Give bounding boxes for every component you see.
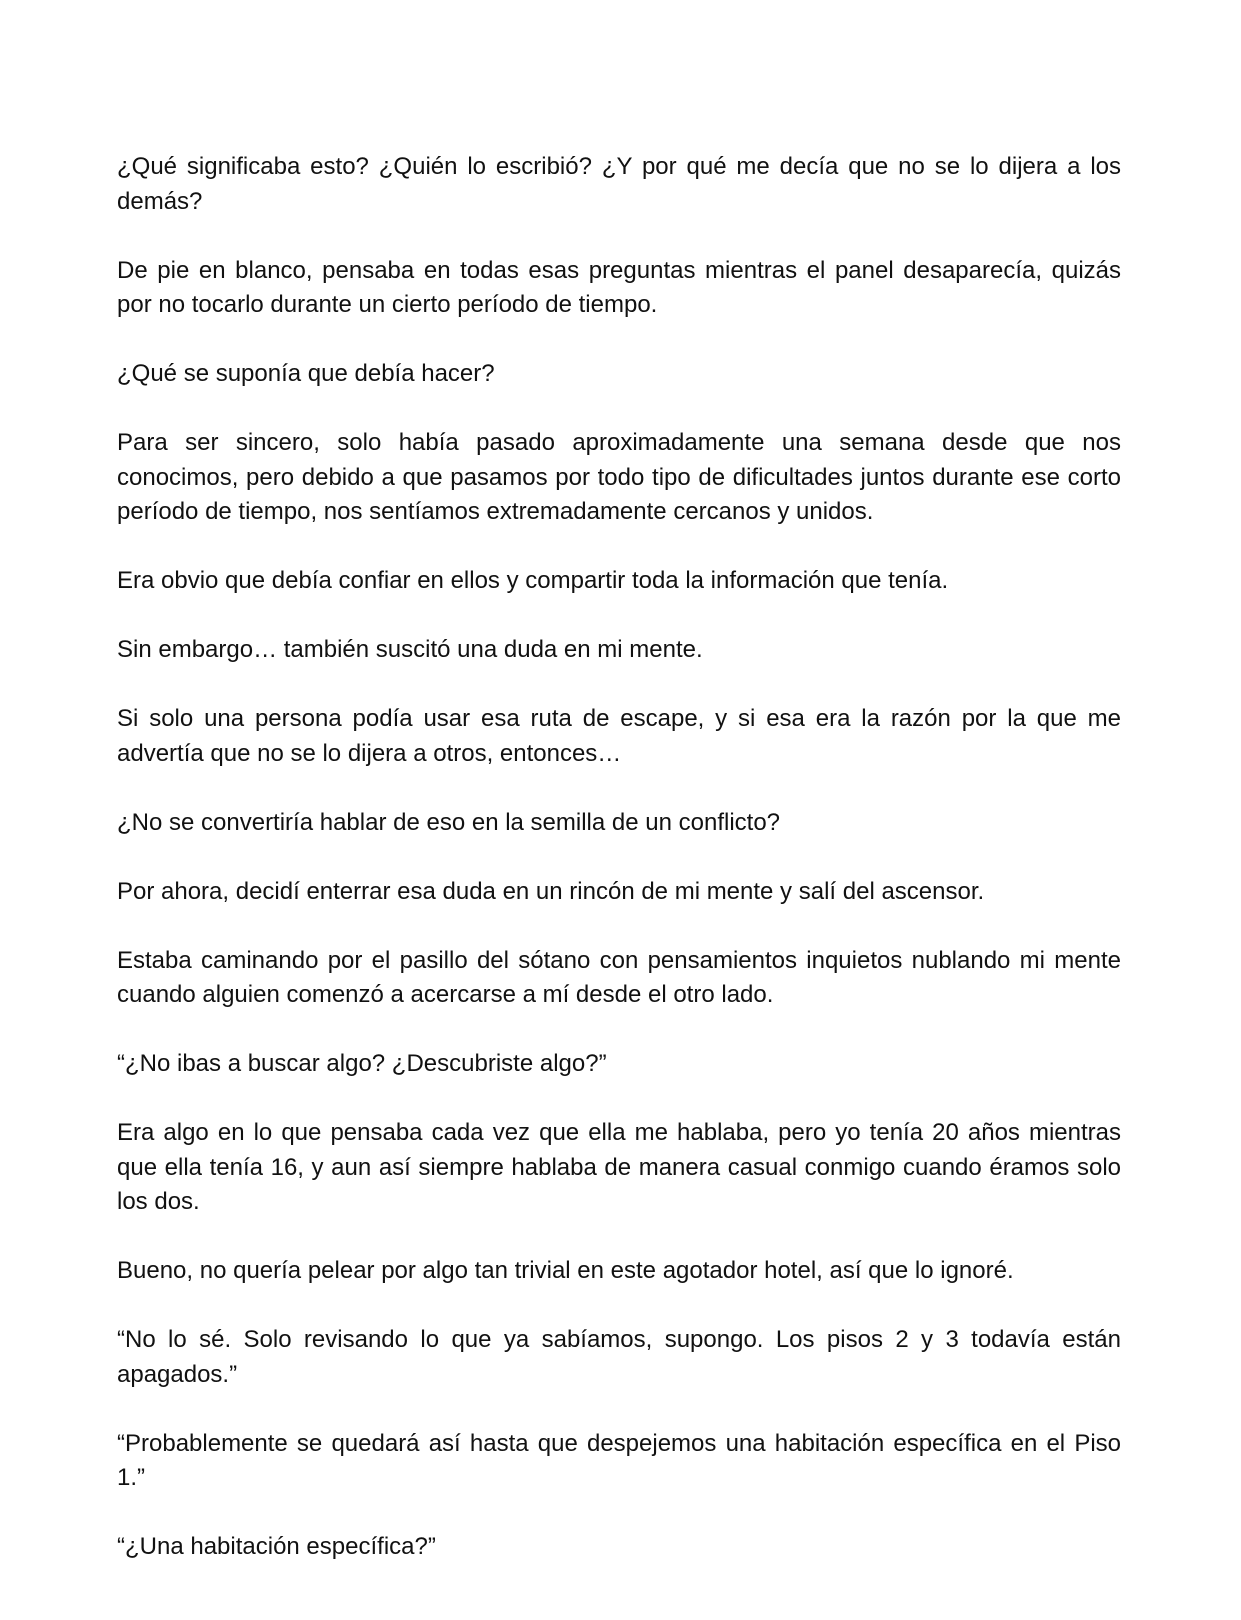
paragraph: De pie en blanco, pensaba en todas esas preguntas mientras el panel desaparecía, quizás por no tocarlo durante un cierto período de tiempo. <box>117 256 1121 318</box>
paragraph: “¿Una habitación específica?” <box>117 1533 436 1560</box>
document-body <box>117 150 1121 1599</box>
paragraph: Bueno, no quería pelear por algo tan trivial en este agotador hotel, así que lo ignoré. <box>117 1257 1014 1284</box>
paragraph: “No lo sé. Solo revisando lo que ya sabíamos, supongo. Los pisos 2 y 3 todavía están apagados.” <box>117 1326 1121 1388</box>
paragraph: Por ahora, decidí enterrar esa duda en un rincón de mi mente y salí del ascensor. <box>117 877 985 905</box>
paragraph: ¿No se convertiría hablar de eso en la semilla de un conflicto? <box>117 808 781 836</box>
paragraph: “¿No ibas a buscar algo? ¿Descubriste algo?” <box>117 1050 607 1077</box>
paragraph: Si solo una persona podía usar esa ruta de escape, y si esa era la razón por la que me advertía que no se lo dijera a otros, entonces… <box>117 705 1121 767</box>
paragraph: Para ser sincero, solo había pasado aproximadamente una semana desde que nos conocimos, pero debido a que pasamos por todo tipo de dificultades juntos durante ese corto período de tiempo, nos sentíamos extremadamente cercanos y unidos. <box>117 429 1121 525</box>
paragraph: Era algo en lo que pensaba cada vez que ella me hablaba, pero yo tenía 20 años mientras que ella tenía 16, y aun así siempre hablaba de manera casual conmigo cuando éramos solo los dos. <box>117 1119 1121 1215</box>
paragraph: ¿Qué se suponía que debía hacer? <box>117 360 495 387</box>
paragraph: “Probablemente se quedará así hasta que despejemos una habitación específica en el Piso 1.” <box>117 1429 1121 1491</box>
paragraph: Era obvio que debía confiar en ellos y compartir toda la información que tenía. <box>117 567 949 594</box>
paragraph: Estaba caminando por el pasillo del sótano con pensamientos inquietos nublando mi mente cuando alguien comenzó a acercarse a mí desde el otro lado. <box>117 946 1121 1008</box>
paragraph: Sin embargo… también suscitó una duda en mi mente. <box>117 636 703 663</box>
paragraph: ¿Qué significaba esto? ¿Quién lo escribió? ¿Y por qué me decía que no se lo dijera a los demás? <box>117 153 1121 215</box>
